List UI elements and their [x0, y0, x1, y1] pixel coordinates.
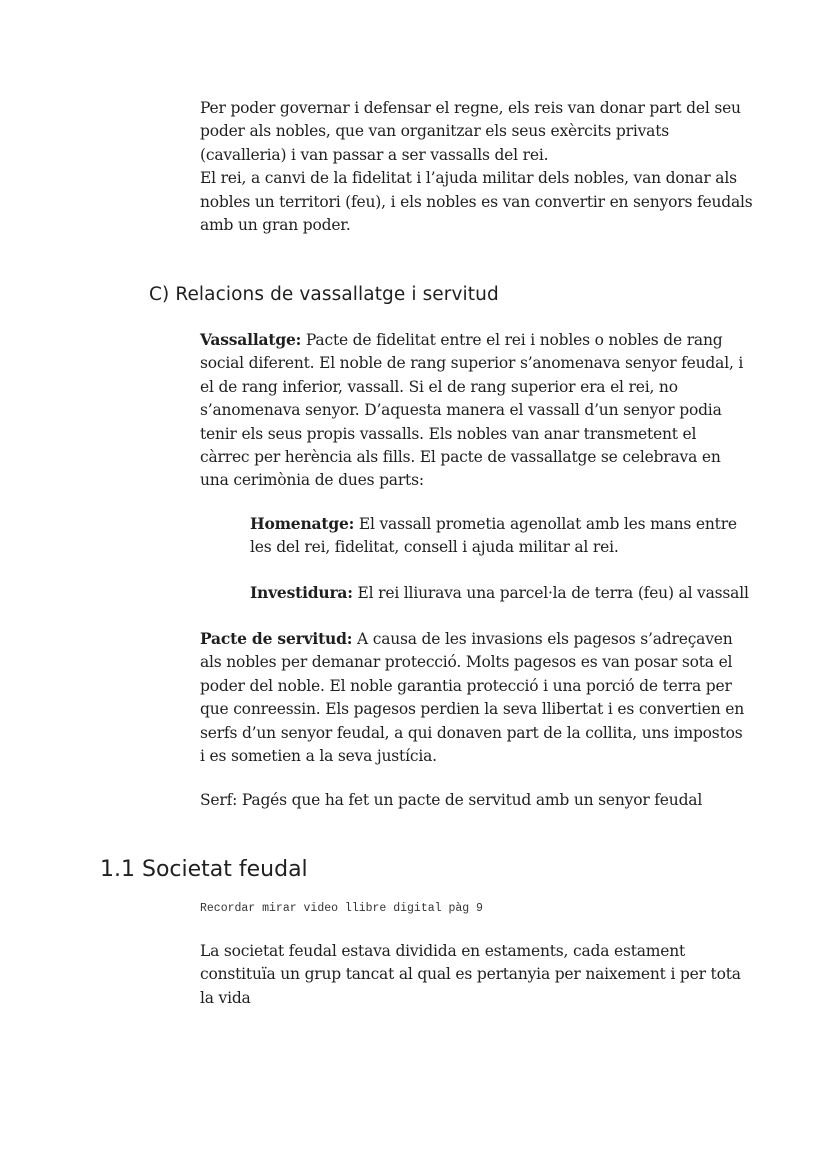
homenatge-paragraph: [250, 512, 750, 560]
servitud-term: Pacte de servitud:: [200, 629, 353, 648]
vassallatge-paragraph: [200, 328, 745, 493]
vassallatge-text: Pacte de fidelitat entre el rei i nobles o nobles de rang social diferent. El noble de rang superior s’anomenava senyor feudal, i el de rang inferior, vassall. Si el de rang superior era el rei, no s’anomenava senyor. D’aquesta manera el vassall d’un senyor podia tenir els seus propis vassalls. Els nobles van anar transmetent el càrrec per herència als fills. El pacte de vassallatge se celebrava en una cerimònia de dues parts:: [200, 331, 744, 490]
societat-paragraph: La societat feudal estava dividida en estaments, cada estament constituïa un grup tancat al qual es pertanyia per naixement i per tota la vida: [200, 942, 741, 1007]
investidura-paragraph: [250, 581, 770, 605]
intro-paragraph: [200, 97, 760, 237]
serf-definition: Serf: Pagés que ha fet un pacte de servitud amb un senyor feudal: [200, 791, 703, 809]
intro-line-1: Per poder governar i defensar el regne, els reis van donar part del seu poder als nobles, que van organitzar els seus exèrcits privats (cavalleria) i van passar a ser vassalls del rei.: [200, 99, 741, 164]
reminder-note: Recordar mirar video llibre digital pàg 9: [200, 902, 483, 915]
investidura-term: Investidura:: [250, 583, 353, 602]
vassallatge-term: Vassallatge:: [200, 330, 302, 349]
homenatge-text: El vassall prometia agenollat amb les mans entre les del rei, fidelitat, consell i ajuda militar al rei.: [250, 515, 737, 557]
homenatge-term: Homenatge:: [250, 514, 355, 533]
section-c-heading: C) Relacions de vassallatge i servitud: [149, 284, 499, 305]
servitud-paragraph: [200, 627, 745, 768]
investidura-text: El rei lliurava una parcel·la de terra (feu) al vassall: [352, 584, 749, 602]
intro-line-2: El rei, a canvi de la fidelitat i l’ajuda militar dels nobles, van donar als nobles un territori (feu), i els nobles es van convertir en senyors feudals amb un gran poder.: [200, 169, 753, 235]
servitud-text: A causa de les invasions els pagesos s’adreçaven als nobles per demanar protecció. Molts pagesos es van posar sota el poder del noble. El noble garantia protecció i una porció de terra per que conreessin. Els pagesos perdien la seva llibertat i es convertien en serfs d’un senyor feudal, a qui donaven part de la collita, uns impostos i es sometien a la seva justícia.: [200, 630, 744, 766]
section-11-heading: 1.1 Societat feudal: [100, 857, 308, 882]
